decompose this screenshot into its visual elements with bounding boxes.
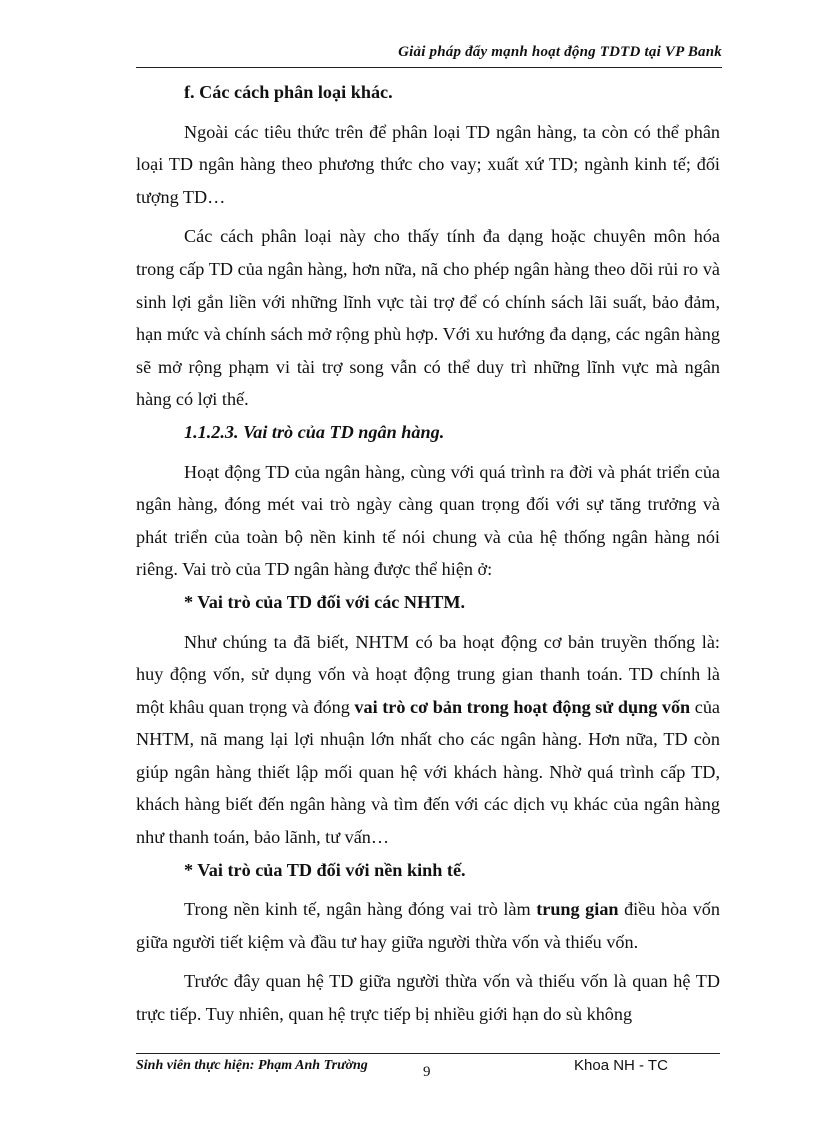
footer-author: Sinh viên thực hiện: Phạm Anh Trường	[136, 1058, 368, 1073]
header-rule	[136, 67, 722, 68]
section-heading-f: f. Các cách phân loại khác.	[184, 82, 393, 102]
paragraph-2: Các cách phân loại này cho thấy tính đa dạng hoặc chuyên môn hóa trong cấp TD của ngân hàng, hơn nữa, nã cho phép ngân hàng theo dõi rủi ro và sinh lợi gắn liền với những lĩnh vực tài trợ để có chính sách lãi suất, bảo đảm, hạn mức và chính sách mở rộng phù hợp. Với xu hướng đa dạng, các ngân hàng sẽ mở rộng phạm vi tài trợ song vẫn có thể duy trì những lĩnh vực mà ngân hàng có lợi thế.	[136, 226, 720, 410]
section-heading-economy: * Vai trò của TD đối với nền kinh tế.	[184, 859, 466, 880]
footer-department: Khoa NH - TC	[574, 1057, 668, 1074]
paragraph-5-part-a: Trong nền kinh tế, ngân hàng đóng vai trò làm	[184, 899, 537, 920]
paragraph-5-emphasis: trung gian	[536, 899, 619, 920]
paragraph-4-part-b: của NHTM, nã mang lại lợi nhuận lớn nhất cho các ngân hàng. Hơn nữa, TD còn giúp ngân hàng thiết lập mối quan hệ với khách hàng. Nhờ quá trình cấp TD, khách hàng biết đến ngân hàng và tìm đến với các dịch vụ khác của ngân hàng như thanh toán, bảo lãnh, tư vấn…	[136, 696, 721, 848]
paragraph-1: Ngoài các tiêu thức trên để phân loại TD ngân hàng, ta còn có thể phân loại TD ngân hàng theo phương thức cho vay; xuất xứ TD; ngành kinh tế; đối tượng TD…	[136, 121, 720, 207]
footer-rule	[136, 1053, 720, 1054]
running-header: Giải pháp đẩy mạnh hoạt động TDTD tại VP Bank	[398, 44, 722, 60]
paragraph-4	[136, 626, 720, 854]
paragraph-5-part-b: điều hòa vốn giữa người tiết kiệm và đầu tư hay giữa người thừa vốn và thiếu vốn.	[136, 899, 720, 952]
section-heading-1123: 1.1.2.3. Vai trò của TD ngân hàng.	[184, 421, 445, 442]
section-heading-nhtm: * Vai trò của TD đối với các NHTM.	[184, 591, 466, 612]
page-number: 9	[423, 1064, 431, 1080]
paragraph-3: Hoạt động TD của ngân hàng, cùng với quá trình ra đời và phát triển của ngân hàng, đóng mét vai trò ngày càng quan trọng đối với sự tăng trưởng và phát triển của toàn bộ nền kinh tế nói chung và của hệ thống ngân hàng nói riêng. Vai trò của TD ngân hàng được thể hiện ở:	[136, 461, 720, 580]
paragraph-4-emphasis: vai trò cơ bản trong hoạt động sử dụng vốn	[354, 696, 691, 717]
document-body	[136, 76, 720, 1031]
paragraph-6: Trước đây quan hệ TD giữa người thừa vốn và thiếu vốn là quan hệ TD trực tiếp. Tuy nhiên, quan hệ trực tiếp bị nhiều giới hạn do sù không	[136, 971, 720, 1025]
paragraph-4-part-a: Như chúng ta đã biết, NHTM có ba hoạt động cơ bản truyền thống là: huy động vốn, sử dụng vốn và hoạt động trung gian thanh toán. TD chính là một khâu quan trọng và đóng	[136, 631, 720, 717]
paragraph-5	[136, 893, 720, 958]
